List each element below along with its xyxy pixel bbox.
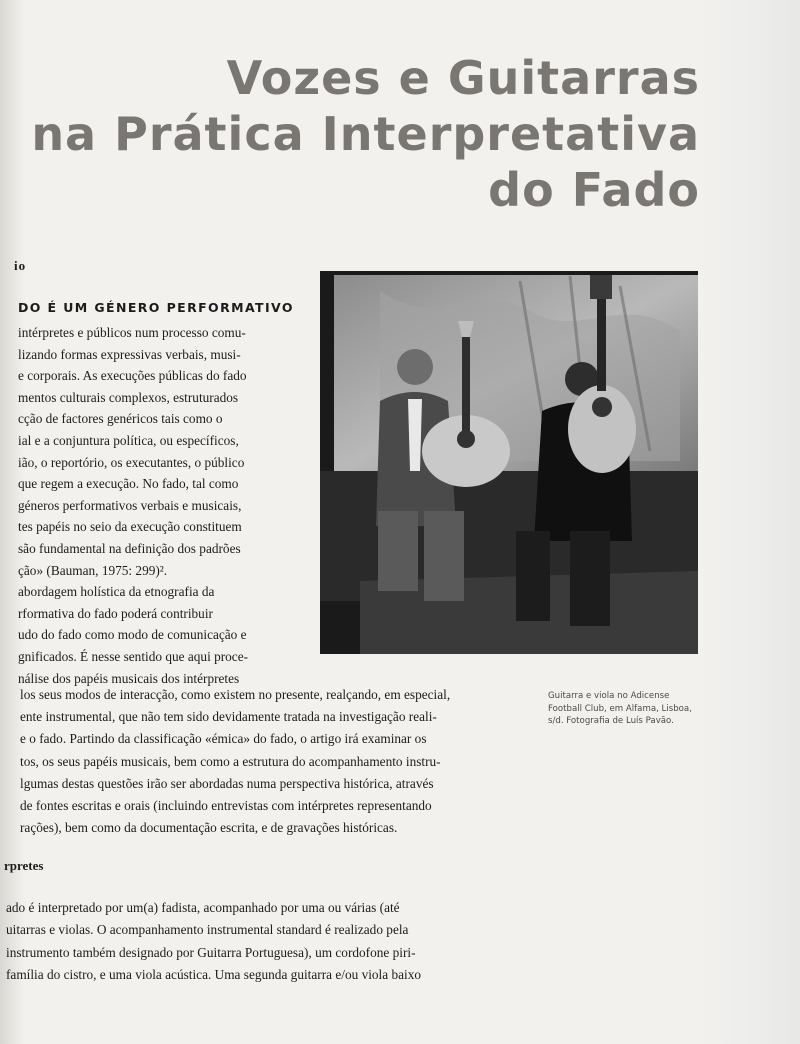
text-line: los seus modos de interacção, como existem no presente, realçando, em especial, — [20, 687, 451, 702]
text-line: e o fado. Partindo da classificação «émica» do fado, o artigo irá examinar os — [20, 731, 427, 747]
text-line: que regem a execução. No fado, tal como — [18, 476, 239, 492]
full-width-paragraph — [20, 684, 512, 839]
text-line: ial e a conjuntura política, ou específicos, — [18, 432, 239, 448]
text-line: tes papéis no seio da execução constituem — [18, 519, 242, 535]
text-line: ado é interpretado por um(a) fadista, acompanhado por uma ou várias (até — [6, 900, 400, 915]
subheading: rpretes — [4, 858, 44, 873]
caption-line: Guitarra e viola no Adicense — [548, 691, 670, 701]
section-label: io — [14, 258, 27, 273]
text-line: e corporais. As execuções públicas do fado — [18, 368, 247, 384]
caption-line: Football Club, em Alfama, Lisboa, — [548, 703, 692, 714]
text-line: uitarras e violas. O acompanhamento instrumental standard é realizado pela — [6, 922, 409, 938]
text-line: tos, os seus papéis musicais, bem como a estrutura do acompanhamento instru- — [20, 753, 441, 769]
text-line: instrumento também designado por Guitarra Portuguesa), um cordofone piri- — [6, 944, 416, 960]
lead-heading: DO É UM GÉNERO PERFORMATIVO — [18, 300, 294, 315]
fado-musicians-photo — [320, 271, 698, 654]
text-line: intérpretes e públicos num processo comu- — [18, 325, 246, 340]
text-line: rações), bem como da documentação escrita, e de gravações históricas. — [20, 820, 398, 836]
article-title — [20, 50, 700, 218]
text-line: mentos culturais complexos, estruturados — [18, 389, 239, 405]
photo-illustration — [320, 271, 698, 654]
narrow-column-text — [18, 322, 280, 689]
text-line: cção de factores genéricos tais como o — [18, 411, 223, 427]
text-line: géneros performativos verbais e musicais, — [18, 497, 242, 513]
text-line: udo do fado como modo de comunicação e — [18, 627, 247, 643]
text-line: de fontes escritas e orais (incluindo entrevistas com intérpretes representando — [20, 798, 432, 814]
text-line: são fundamental na definição dos padrões — [18, 540, 241, 556]
page-edge — [700, 0, 800, 1044]
text-line: gnificados. É nesse sentido que aqui proce- — [18, 648, 249, 664]
title-line-3: do Fado — [488, 163, 700, 217]
text-line: abordagem holística da etnografia da — [18, 584, 215, 600]
text-line: rformativa do fado poderá contribuir — [18, 605, 213, 621]
text-line: ente instrumental, que não tem sido devidamente tratada na investigação reali- — [20, 709, 437, 725]
text-line: ião, o reportório, os executantes, o público — [18, 454, 245, 470]
text-line: ção» (Bauman, 1975: 299)². — [18, 562, 168, 578]
text-line: lizando formas expressivas verbais, musi- — [18, 346, 241, 362]
title-line-2: na Prática Interpretativa — [31, 107, 700, 161]
photo-caption — [548, 690, 708, 728]
text-line: lgumas destas questões irão ser abordadas numa perspectiva histórica, através — [20, 775, 434, 791]
second-paragraph — [6, 897, 512, 987]
text-line: nálise dos papéis musicais dos intérpretes — [18, 670, 240, 686]
caption-line: s/d. Fotografia de Luís Pavão. — [548, 716, 674, 727]
text-line: família do cistro, e uma viola acústica. Uma segunda guitarra e/ou viola baixo — [6, 967, 422, 983]
title-line-1: Vozes e Guitarras — [226, 51, 700, 105]
